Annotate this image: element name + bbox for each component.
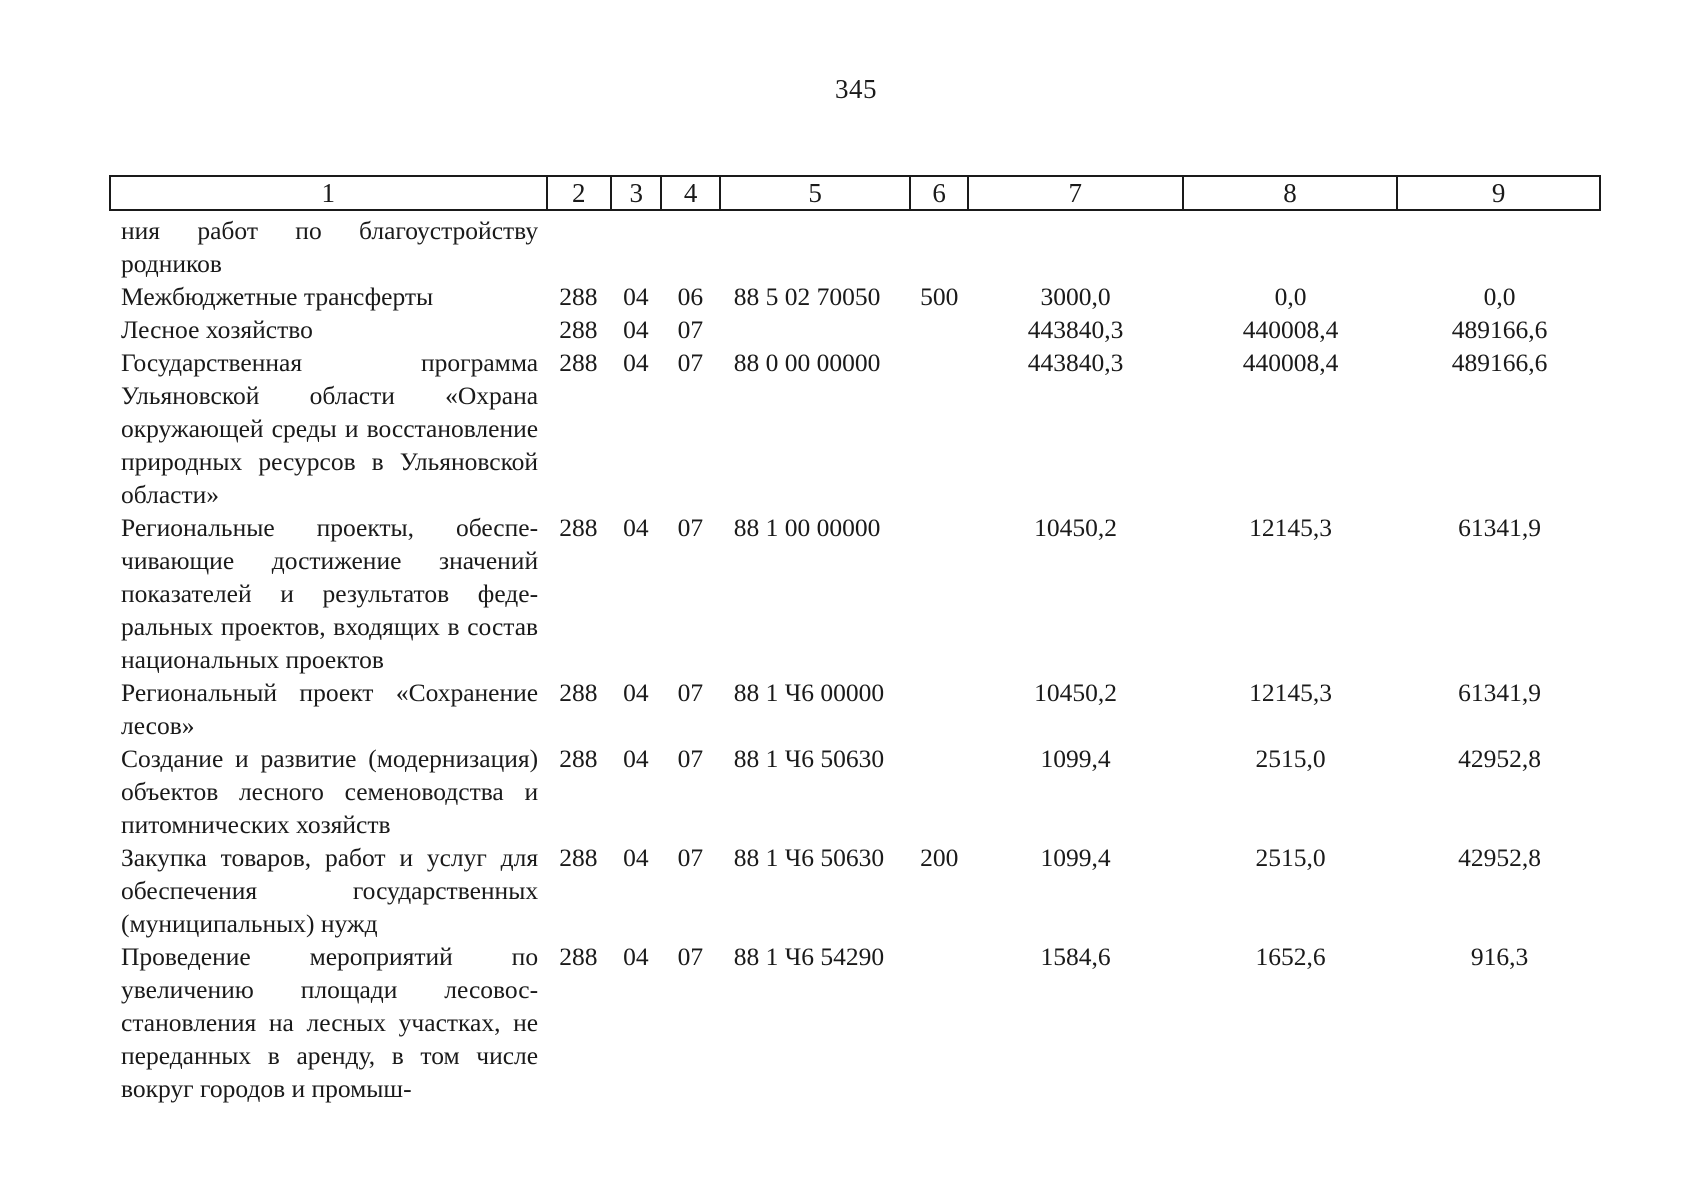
row-amount-col7: 1099,4: [1040, 744, 1111, 773]
table-row: [109, 280, 1601, 313]
row-amount-col8: 12145,3: [1249, 513, 1332, 542]
row-amount-col9: 916,3: [1470, 942, 1529, 971]
row-expense-type: [910, 742, 968, 841]
row-amount-col8: 2515,0: [1255, 744, 1326, 773]
row-target-code: [720, 214, 911, 280]
row-section-code: 04: [623, 744, 649, 773]
table-row: [109, 742, 1601, 841]
header-col-2: 2: [547, 176, 612, 210]
row-section-code: 04: [623, 513, 649, 542]
row-ministry-code: 288: [559, 843, 598, 872]
row-name: Лесное хозяйство: [121, 315, 313, 344]
row-amount-col9: 61341,9: [1458, 513, 1541, 542]
row-subsection-code: 07: [677, 513, 704, 542]
row-amount-col7: 1099,4: [1040, 843, 1111, 872]
row-target-code: [720, 313, 911, 346]
table-row: [109, 313, 1601, 346]
row-amount-col7: 10450,2: [1034, 513, 1117, 542]
row-ministry-code: 288: [559, 744, 598, 773]
row-amount-col9: 42952,8: [1458, 744, 1541, 773]
row-target-code: 88 1 Ч6 00000: [733, 678, 885, 707]
table-row: [109, 841, 1601, 940]
row-amount-col7: 443840,3: [1027, 315, 1124, 344]
budget-table: [109, 214, 1601, 1105]
row-section-code: 04: [623, 678, 649, 707]
row-expense-type: [910, 511, 968, 676]
row-amount-col8: 0,0: [1274, 282, 1307, 311]
row-subsection-code: 07: [677, 348, 704, 377]
row-name: Региональные проекты, обеспечивающие достижение значений показателей и результатов федеральных проектов, входящих в состав национальных проектов: [121, 513, 539, 674]
row-ministry-code: 288: [559, 282, 598, 311]
row-expense-type: [910, 214, 968, 280]
header-col-3: 3: [611, 176, 661, 210]
row-subsection-code: 07: [677, 744, 704, 773]
row-target-code: 88 1 Ч6 50630: [733, 744, 885, 773]
row-name: Создание и развитие (модернизация) объектов лесного семеноводства и питомнических хозяйств: [121, 744, 539, 839]
header-col-4: 4: [661, 176, 719, 210]
row-expense-type: [910, 313, 968, 346]
header-col-7: 7: [968, 176, 1183, 210]
row-amount-col7: 3000,0: [1040, 282, 1111, 311]
row-amount-col8: 12145,3: [1249, 678, 1332, 707]
row-amount-col7: [968, 214, 1183, 280]
header-col-9: 9: [1397, 176, 1600, 210]
row-amount-col9: 489166,6: [1451, 348, 1548, 377]
row-section-code: 04: [623, 282, 649, 311]
row-subsection-code: 07: [677, 678, 704, 707]
row-name: Проведение мероприятий по увеличению площади лесовосстановления на лесных участках, не переданных в аренду, в том числе вокруг городов и промыш-: [121, 942, 539, 1103]
row-amount-col9: 0,0: [1483, 282, 1516, 311]
header-col-6: 6: [910, 176, 967, 210]
row-subsection-code: 07: [677, 843, 704, 872]
row-section-code: 04: [623, 942, 649, 971]
row-amount-col8: [1183, 214, 1398, 280]
row-amount-col8: 1652,6: [1255, 942, 1326, 971]
row-expense-type: [910, 676, 968, 742]
row-amount-col7: 443840,3: [1027, 348, 1124, 377]
row-target-code: 88 0 00 00000: [733, 348, 881, 377]
row-target-code: 88 5 02 70050: [733, 282, 881, 311]
row-name: Закупка товаров, работ и услуг для обеспечения государственных (муниципальных) нужд: [121, 843, 539, 938]
row-amount-col9: 61341,9: [1458, 678, 1541, 707]
row-target-code: 88 1 00 00000: [733, 513, 881, 542]
row-amount-col9: [1398, 214, 1601, 280]
row-ministry-code: 288: [559, 348, 598, 377]
row-ministry-code: 288: [559, 513, 598, 542]
row-section-code: [611, 214, 661, 280]
row-expense-type: 200: [920, 843, 959, 872]
table-header: [109, 175, 1601, 211]
row-expense-type: [910, 346, 968, 511]
row-name: Региональный проект «Сохранение лесов»: [121, 678, 539, 740]
row-amount-col9: 42952,8: [1458, 843, 1541, 872]
row-amount-col9: 489166,6: [1451, 315, 1548, 344]
row-section-code: 04: [623, 348, 649, 377]
row-name: ния работ по благоустройству родников: [121, 216, 539, 278]
row-name: Межбюджетные трансферты: [121, 282, 434, 311]
row-name: Государственная программа Ульяновской области «Охрана окружающей среды и восстановление природных ресурсов в Ульяновской области»: [121, 348, 539, 509]
row-ministry-code: 288: [559, 315, 598, 344]
row-ministry-code: [546, 214, 611, 280]
row-subsection-code: 07: [677, 315, 704, 344]
table-row: [109, 676, 1601, 742]
row-amount-col8: 440008,4: [1242, 315, 1339, 344]
row-amount-col7: 10450,2: [1034, 678, 1117, 707]
table-row: [109, 511, 1601, 676]
row-ministry-code: 288: [559, 942, 598, 971]
row-section-code: 04: [623, 843, 649, 872]
row-ministry-code: 288: [559, 678, 598, 707]
row-amount-col7: 1584,6: [1040, 942, 1111, 971]
table-row: [109, 214, 1601, 280]
row-subsection-code: 07: [677, 942, 704, 971]
row-expense-type: 500: [920, 282, 959, 311]
row-amount-col8: 440008,4: [1242, 348, 1339, 377]
header-col-8: 8: [1183, 176, 1398, 210]
page-number: 345: [835, 74, 877, 104]
header-col-1: 1: [110, 176, 547, 210]
row-subsection-code: [661, 214, 720, 280]
row-expense-type: [910, 940, 968, 1105]
row-amount-col8: 2515,0: [1255, 843, 1326, 872]
row-subsection-code: 06: [677, 282, 704, 311]
table-row: [109, 940, 1601, 1105]
row-target-code: 88 1 Ч6 50630: [733, 843, 885, 872]
header-col-5: 5: [720, 176, 911, 210]
table-row: [109, 346, 1601, 511]
row-target-code: 88 1 Ч6 54290: [733, 942, 885, 971]
row-section-code: 04: [623, 315, 649, 344]
